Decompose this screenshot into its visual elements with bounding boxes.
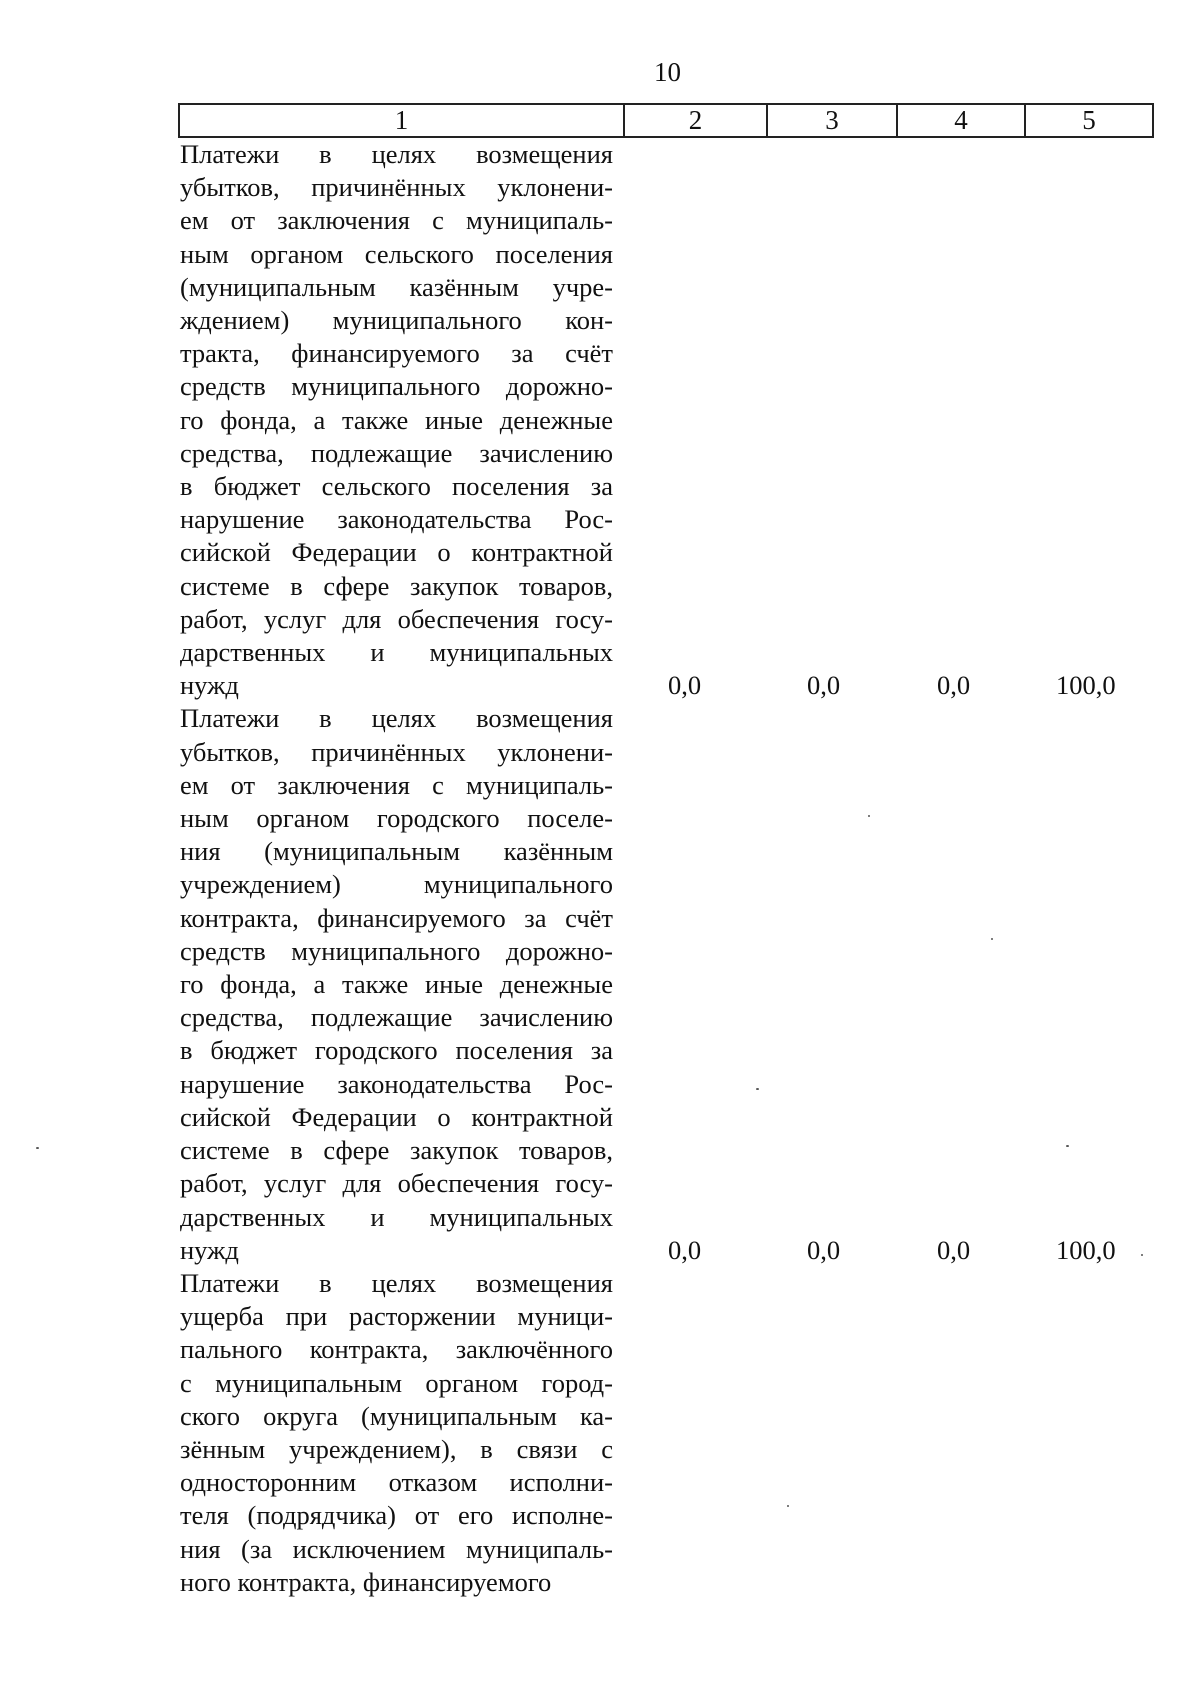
description-line: пального контракта, заключённого [180,1334,613,1365]
description-line: го фонда, а также иные денежные [180,404,613,435]
table-body [0,138,1200,1599]
description-line: односторонним отказом исполни- [180,1467,613,1498]
value-col3: 0,0 [807,670,841,701]
value-col5: 100,0 [1056,1234,1116,1265]
value-col4: 0,0 [937,670,971,701]
row-description [180,702,613,1266]
description-line: го фонда, а также иные денежные [180,969,613,1000]
description-line: средства, подлежащие зачислению [180,437,613,468]
description-line: нарушение законодательства Рос- [180,1068,613,1099]
description-line: системе в сфере закупок товаров, [180,1135,613,1166]
description-line: работ, услуг для обеспечения госу- [180,1168,613,1199]
header-cell-3: 3 [768,105,898,136]
value-col3: 0,0 [807,1234,841,1265]
scan-speck [36,1147,39,1149]
description-line: учреждением) муниципального [180,869,613,900]
value-col2: 0,0 [668,1234,702,1265]
description-line: ем от заключения с муниципаль- [180,769,613,800]
description-line: сийской Федерации о контрактной [180,1101,613,1132]
description-line: дарственных и муниципальных [180,637,613,668]
description-line: системе в сфере закупок товаров, [180,570,613,601]
scan-speck [787,1505,789,1507]
table-row [0,1267,1200,1599]
description-line: нужд [180,670,239,701]
description-line: ным органом сельского поселения [180,238,613,269]
description-line: сийской Федерации о контрактной [180,537,613,568]
description-line: ущерба при расторжении муници- [180,1301,613,1332]
description-line: средств муниципального дорожно- [180,935,613,966]
description-line: тракта, финансируемого за счёт [180,338,613,369]
scan-speck [756,1088,759,1090]
header-cell-4: 4 [898,105,1026,136]
description-line: нужд [180,1234,239,1265]
description-line: ния (за исключением муниципаль- [180,1533,613,1564]
description-line: ского округа (муниципальным ка- [180,1400,613,1431]
scan-speck [868,815,870,817]
scan-speck [991,938,993,940]
scan-speck [1141,1254,1143,1256]
description-line: в бюджет сельского поселения за [180,471,613,502]
description-line: в бюджет городского поселения за [180,1035,613,1066]
scan-speck [1066,1145,1069,1147]
description-line: Платежи в целях возмещения [180,1267,613,1298]
description-line: Платежи в целях возмещения [180,139,613,169]
description-line: ждением) муниципального кон- [180,305,613,336]
value-col4: 0,0 [937,1234,971,1265]
value-col2: 0,0 [668,670,702,701]
table-row [0,702,1200,1266]
description-line: ным органом городского поселе- [180,803,613,834]
table-header-row [178,103,1154,138]
row-description [180,1267,613,1599]
description-line: средств муниципального дорожно- [180,371,613,402]
description-line: зённым учреждением), в связи с [180,1433,613,1464]
description-line: с муниципальным органом город- [180,1367,613,1398]
description-line: теля (подрядчика) от его исполне- [180,1500,613,1531]
description-line: Платежи в целях возмещения [180,703,613,734]
description-line: контракта, финансируемого за счёт [180,902,613,933]
header-cell-2: 2 [625,105,768,136]
header-cell-1: 1 [180,105,625,136]
row-description [180,138,613,702]
description-line: убытков, причинённых уклонени- [180,736,613,767]
value-col5: 100,0 [1056,670,1116,701]
description-line: убытков, причинённых уклонени- [180,172,613,203]
table-row [0,138,1200,702]
description-line: ем от заключения с муниципаль- [180,205,613,236]
description-line: дарственных и муниципальных [180,1201,613,1232]
description-line: работ, услуг для обеспечения госу- [180,603,613,634]
description-line: ного контракта, финансируемого [180,1566,552,1597]
description-line: ния (муниципальным казённым [180,836,613,867]
description-line: средства, подлежащие зачислению [180,1002,613,1033]
header-cell-5: 5 [1082,105,1096,135]
description-line: нарушение законодательства Рос- [180,504,613,535]
page-number: 10 [654,57,681,87]
description-line: (муниципальным казённым учре- [180,271,613,302]
